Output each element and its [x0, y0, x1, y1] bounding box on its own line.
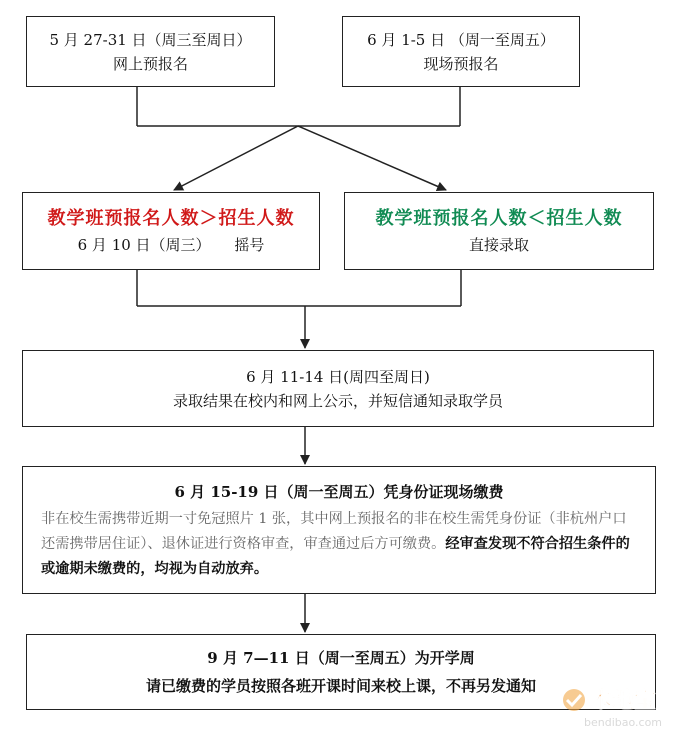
step-description: 录取结果在校内和网上公示，并短信通知录取学员: [172, 391, 503, 410]
svg-text:本地宝: 本地宝: [590, 689, 657, 714]
arrow-to-box4: [298, 126, 446, 190]
opening-note: 请已缴费的学员按照各班开课时间来校上课，不再另发通知: [145, 677, 536, 695]
step-direct-admission: [344, 192, 654, 270]
opening-week: 9 月 7—11 日（周一至周五）为开学周: [207, 649, 475, 667]
payment-title: 6 月 15-19 日（周一至周五）凭身份证现场缴费: [174, 482, 504, 501]
step-date: 6 月 1-5 日 （周一至周五）: [367, 30, 555, 49]
arrow-to-box3: [174, 126, 298, 190]
step-results-announcement: [22, 350, 654, 427]
condition-under-capacity: 教学班预报名人数＜招生人数: [375, 208, 623, 229]
step-label: 网上预报名: [112, 54, 188, 73]
step-date: 5 月 27-31 日（周三至周日）: [49, 30, 252, 49]
step-online-preregistration: [26, 16, 275, 87]
admission-label: 直接录取: [468, 236, 529, 254]
step-label: 现场预报名: [423, 54, 499, 73]
step-date: 6 月 11-14 日(周四至周日): [246, 367, 430, 386]
payment-warning: 经审查发现不符合招生条件的或逾期未缴费的，均视为自动放弃。: [41, 535, 630, 577]
condition-over-capacity: 教学班预报名人数＞招生人数: [47, 208, 295, 229]
bendibao-watermark-logo: [560, 678, 672, 732]
payment-requirements-text: 非在校生需携带近期一寸免冠照片 1 张，其中网上预报名的非在校生需凭身份证（非杭州户口还需携带居住证）、退休证进行资格审查，审查通过后方可缴费。: [41, 510, 627, 552]
lottery-date: 6 月 10 日（周三） 摇号: [77, 236, 265, 254]
step-payment: [22, 466, 656, 594]
step-lottery: [22, 192, 320, 270]
payment-requirements: [41, 507, 637, 582]
svg-text:bendibao.com: bendibao.com: [584, 716, 663, 729]
step-onsite-preregistration: [342, 16, 580, 87]
